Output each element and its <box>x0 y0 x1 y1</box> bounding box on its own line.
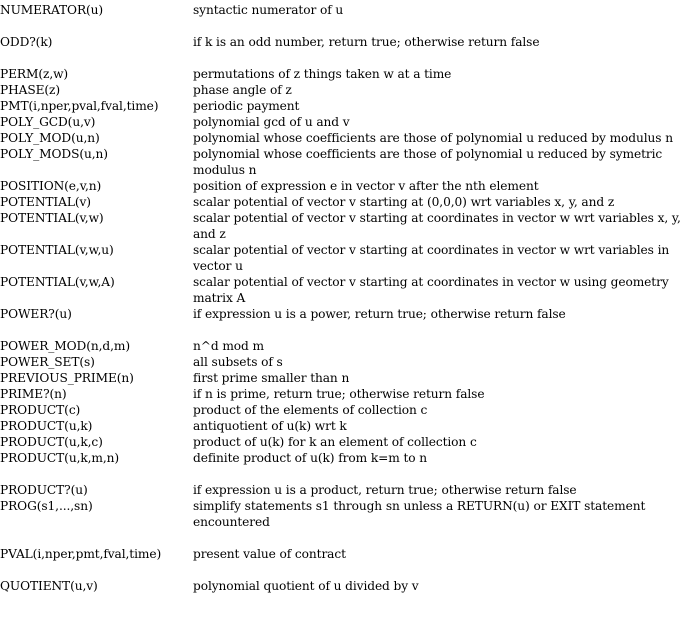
function-entry <box>0 274 691 306</box>
function-entry <box>0 386 691 402</box>
function-signature: POTENTIAL(v) <box>0 195 91 209</box>
function-entry <box>0 498 691 530</box>
function-description: n^d mod m <box>193 339 264 353</box>
function-description: polynomial gcd of u and v <box>193 115 350 129</box>
function-description: definite product of u(k) from k=m to n <box>193 451 427 465</box>
function-signature: PRIME?(n) <box>0 387 67 401</box>
function-signature: POTENTIAL(v,w,u) <box>0 243 114 257</box>
function-description: product of u(k) for k an element of collection c <box>193 435 477 449</box>
function-entry <box>0 242 691 274</box>
function-signature: POWER_MOD(n,d,m) <box>0 339 130 353</box>
function-entry <box>0 546 691 562</box>
function-description: first prime smaller than n <box>193 371 350 385</box>
function-signature: POTENTIAL(v,w,A) <box>0 275 115 289</box>
function-signature: POTENTIAL(v,w) <box>0 211 104 225</box>
function-description: if k is an odd number, return true; otherwise return false <box>193 35 540 49</box>
function-signature: PROG(s1,...,sn) <box>0 499 93 513</box>
function-description: polynomial whose coefficients are those of polynomial u reduced by symetric modulus n <box>193 147 663 177</box>
function-description: scalar potential of vector v starting at (0,0,0) wrt variables x, y, and z <box>193 195 615 209</box>
function-description: product of the elements of collection c <box>193 403 428 417</box>
function-signature: PMT(i,nper,pval,fval,time) <box>0 99 159 113</box>
function-entry <box>0 402 691 418</box>
function-signature: PRODUCT(u,k,c) <box>0 435 103 449</box>
function-signature: POWER_SET(s) <box>0 355 95 369</box>
function-signature: POWER?(u) <box>0 307 72 321</box>
function-signature: PERM(z,w) <box>0 67 69 81</box>
function-signature: PREVIOUS_PRIME(n) <box>0 371 134 385</box>
function-signature: POLY_MOD(u,n) <box>0 131 100 145</box>
function-description: polynomial whose coefficients are those of polynomial u reduced by modulus n <box>193 131 673 145</box>
function-description: if expression u is a product, return true; otherwise return false <box>193 483 577 497</box>
function-description: simplify statements s1 through sn unless a RETURN(u) or EXIT statement encountered <box>193 499 646 529</box>
function-entry <box>0 210 691 242</box>
function-description: syntactic numerator of u <box>193 3 344 17</box>
function-entry <box>0 2 691 18</box>
function-entry <box>0 338 691 354</box>
function-entry <box>0 482 691 498</box>
function-entry <box>0 66 691 82</box>
function-signature: POLY_GCD(u,v) <box>0 115 96 129</box>
function-signature: POLY_MODS(u,n) <box>0 147 108 161</box>
function-entry <box>0 114 691 130</box>
function-entry <box>0 146 691 178</box>
function-signature: PRODUCT?(u) <box>0 483 88 497</box>
function-signature: NUMERATOR(u) <box>0 3 104 17</box>
function-description: permutations of z things taken w at a time <box>193 67 452 81</box>
function-description: antiquotient of u(k) wrt k <box>193 419 347 433</box>
function-description: position of expression e in vector v after the nth element <box>193 179 539 193</box>
function-signature: ODD?(k) <box>0 35 53 49</box>
function-entry <box>0 418 691 434</box>
function-entry <box>0 370 691 386</box>
function-signature: PRODUCT(u,k) <box>0 419 93 433</box>
function-signature: PRODUCT(u,k,m,n) <box>0 451 120 465</box>
function-description: scalar potential of vector v starting at coordinates in vector w using geometry matrix A <box>193 275 669 305</box>
function-entry <box>0 82 691 98</box>
function-entry <box>0 98 691 114</box>
function-signature: PHASE(z) <box>0 83 61 97</box>
function-description: all subsets of s <box>193 355 283 369</box>
function-signature: PVAL(i,nper,pmt,fval,time) <box>0 547 162 561</box>
function-entry <box>0 34 691 50</box>
function-entry <box>0 450 691 466</box>
function-entry <box>0 434 691 450</box>
function-description: if n is prime, return true; otherwise return false <box>193 387 485 401</box>
function-description: scalar potential of vector v starting at coordinates in vector w wrt variables in vector u <box>193 243 670 273</box>
function-description: periodic payment <box>193 99 300 113</box>
function-description: scalar potential of vector v starting at coordinates in vector w wrt variables x, y, and z <box>193 211 681 241</box>
function-entry <box>0 306 691 322</box>
function-signature: QUOTIENT(u,v) <box>0 579 98 593</box>
function-signature: PRODUCT(c) <box>0 403 81 417</box>
function-entry <box>0 194 691 210</box>
function-description: if expression u is a power, return true; otherwise return false <box>193 307 566 321</box>
function-entry <box>0 178 691 194</box>
function-description: phase angle of z <box>193 83 292 97</box>
function-entry <box>0 578 691 594</box>
function-reference-list <box>0 2 691 594</box>
function-description: present value of contract <box>193 547 346 561</box>
function-description: polynomial quotient of u divided by v <box>193 579 419 593</box>
function-entry <box>0 354 691 370</box>
function-signature: POSITION(e,v,n) <box>0 179 102 193</box>
function-entry <box>0 130 691 146</box>
